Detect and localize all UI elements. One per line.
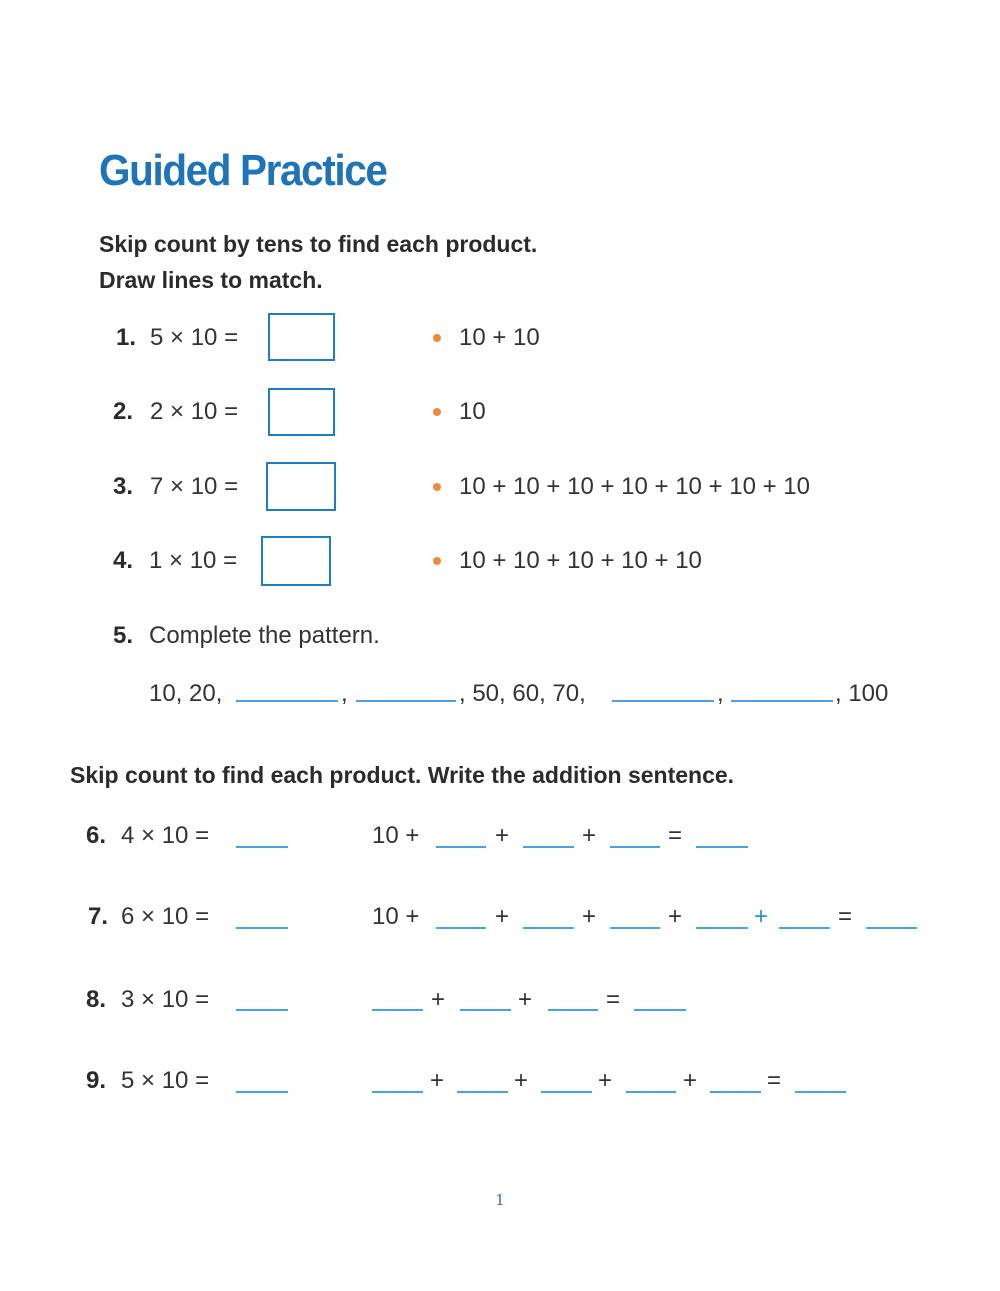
problem-4-answer-box[interactable] (261, 536, 331, 586)
problem-9-blank-5[interactable] (710, 1091, 761, 1093)
problem-9-expression: 5 × 10 = (121, 1067, 210, 1094)
problem-6-expression: 4 × 10 = (121, 822, 210, 849)
match-dot-3[interactable] (433, 483, 441, 491)
match-option-4: 10 + 10 + 10 + 10 + 10 (459, 547, 702, 574)
pattern-comma-2: , (717, 680, 724, 707)
plus-sign: + (495, 903, 510, 930)
problem-4-expression: 1 × 10 = (149, 547, 238, 574)
plus-sign: + (754, 903, 769, 930)
equals-sign: = (767, 1067, 782, 1094)
problem-7-first-addend: 10 + (372, 903, 420, 930)
problem-7-blank-3[interactable] (610, 927, 660, 929)
plus-sign: + (668, 903, 683, 930)
problem-9-answer-blank[interactable] (236, 1091, 288, 1093)
problem-7-expression: 6 × 10 = (121, 903, 210, 930)
problem-6-first-addend: 10 + (372, 822, 420, 849)
problem-2-expression: 2 × 10 = (150, 398, 239, 425)
pattern-seq-3: , 100 (835, 680, 889, 707)
problem-2-number: 2. (113, 398, 134, 425)
plus-sign: + (582, 822, 597, 849)
equals-sign: = (838, 903, 853, 930)
match-dot-2[interactable] (433, 408, 441, 416)
pattern-prompt: Complete the pattern. (149, 622, 380, 649)
section-2-instruction: Skip count to find each product. Write the addition sentence. (70, 762, 735, 788)
match-dot-1[interactable] (433, 334, 441, 342)
problem-3-expression: 7 × 10 = (150, 473, 239, 500)
problem-8-blank-1[interactable] (372, 1009, 423, 1011)
plus-sign: + (598, 1067, 613, 1094)
problem-7-blank-4[interactable] (696, 927, 748, 929)
problem-4-number: 4. (113, 547, 134, 574)
match-option-1: 10 + 10 (459, 324, 540, 351)
problem-7-sum-blank[interactable] (866, 927, 917, 929)
problem-7-number: 7. (88, 903, 109, 930)
pattern-blank-4[interactable] (731, 700, 833, 702)
pattern-blank-1[interactable] (236, 700, 338, 702)
problem-8-expression: 3 × 10 = (121, 986, 210, 1013)
problem-8-answer-blank[interactable] (236, 1009, 288, 1011)
problem-6-answer-blank[interactable] (236, 846, 288, 848)
plus-sign: + (431, 986, 446, 1013)
problem-8-blank-3[interactable] (548, 1009, 598, 1011)
plus-sign: + (518, 986, 533, 1013)
match-option-2: 10 (459, 398, 486, 425)
pattern-blank-2[interactable] (356, 700, 456, 702)
problem-3-answer-box[interactable] (266, 462, 336, 511)
problem-1-number: 1. (116, 324, 137, 351)
page-title: Guided Practice (99, 146, 387, 195)
problem-8-number: 8. (86, 986, 107, 1013)
problem-6-blank-2[interactable] (523, 846, 574, 848)
page-number: 1 (495, 1191, 505, 1209)
problem-1-answer-box[interactable] (268, 313, 335, 361)
match-option-3: 10 + 10 + 10 + 10 + 10 + 10 + 10 (459, 473, 810, 500)
pattern-seq-1: 10, 20, (149, 680, 223, 707)
pattern-seq-2: , 50, 60, 70, (459, 680, 586, 707)
problem-6-number: 6. (86, 822, 107, 849)
instruction-line-2: Draw lines to match. (99, 267, 323, 293)
problem-1-expression: 5 × 10 = (150, 324, 239, 351)
problem-9-blank-1[interactable] (372, 1091, 423, 1093)
pattern-blank-3[interactable] (612, 700, 714, 702)
equals-sign: = (606, 986, 621, 1013)
problem-9-number: 9. (86, 1067, 107, 1094)
problem-7-blank-2[interactable] (523, 927, 574, 929)
pattern-comma: , (341, 680, 348, 707)
equals-sign: = (668, 822, 683, 849)
match-dot-4[interactable] (433, 557, 441, 565)
problem-9-blank-2[interactable] (457, 1091, 508, 1093)
plus-sign: + (495, 822, 510, 849)
instruction-line-1: Skip count by tens to find each product. (99, 231, 538, 257)
problem-6-blank-3[interactable] (610, 846, 660, 848)
problem-7-blank-5[interactable] (779, 927, 830, 929)
problem-9-sum-blank[interactable] (795, 1091, 846, 1093)
problem-2-answer-box[interactable] (268, 388, 335, 436)
problem-9-blank-4[interactable] (626, 1091, 676, 1093)
problem-8-blank-2[interactable] (460, 1009, 511, 1011)
problem-5-number: 5. (113, 622, 134, 649)
problem-3-number: 3. (113, 473, 134, 500)
plus-sign: + (430, 1067, 445, 1094)
problem-8-sum-blank[interactable] (634, 1009, 686, 1011)
problem-9-blank-3[interactable] (541, 1091, 592, 1093)
plus-sign: + (683, 1067, 698, 1094)
problem-6-blank-1[interactable] (436, 846, 486, 848)
problem-6-sum-blank[interactable] (696, 846, 748, 848)
problem-7-answer-blank[interactable] (236, 927, 288, 929)
plus-sign: + (582, 903, 597, 930)
problem-7-blank-1[interactable] (436, 927, 486, 929)
plus-sign: + (514, 1067, 529, 1094)
